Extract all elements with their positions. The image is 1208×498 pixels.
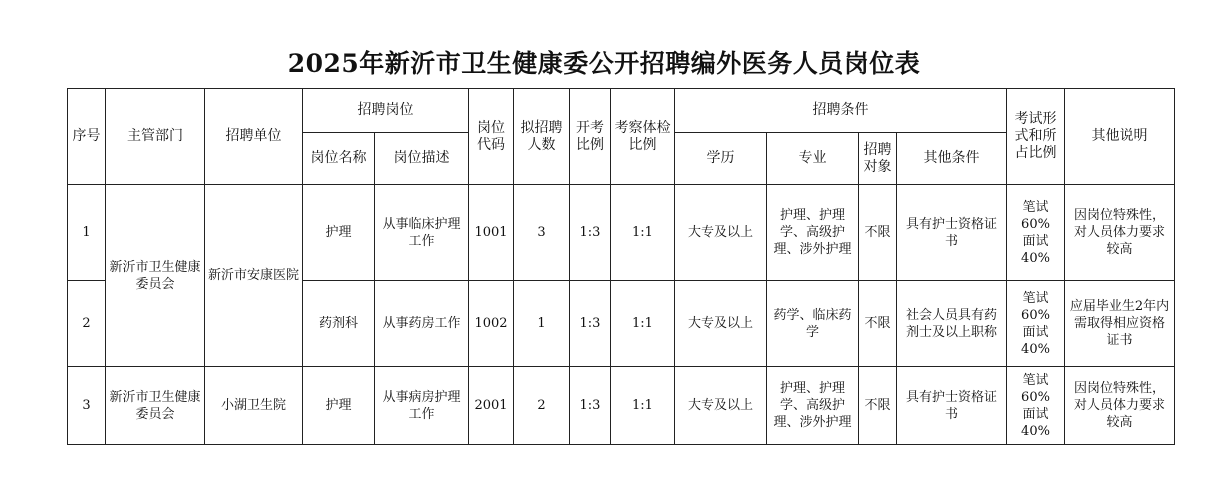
cell-seq: 3 [68, 367, 106, 445]
header-exam-ratio: 考察体检比例 [611, 89, 675, 185]
cell-education: 大专及以上 [675, 185, 767, 281]
cell-position-desc: 从事药房工作 [375, 281, 469, 367]
cell-seq: 2 [68, 281, 106, 367]
cell-education: 大专及以上 [675, 367, 767, 445]
header-target: 招聘对象 [859, 133, 897, 185]
header-position-name: 岗位名称 [303, 133, 375, 185]
cell-unit: 新沂市安康医院 [205, 185, 303, 367]
cell-ratio: 1:3 [570, 185, 611, 281]
header-ratio: 开考比例 [570, 89, 611, 185]
cell-position-desc: 从事临床护理工作 [375, 185, 469, 281]
exam-interview: 面试40% [1021, 233, 1050, 266]
cell-exam-form [1007, 367, 1065, 445]
cell-target: 不限 [859, 281, 897, 367]
recruitment-table [67, 88, 1175, 445]
table-row [68, 367, 1175, 445]
cell-major: 护理、护理学、高级护理、涉外护理 [767, 185, 859, 281]
header-notes: 其他说明 [1065, 89, 1175, 185]
cell-exam-ratio: 1:1 [611, 281, 675, 367]
exam-written: 笔试60% [1021, 290, 1050, 323]
header-education: 学历 [675, 133, 767, 185]
exam-written: 笔试60% [1021, 372, 1050, 405]
header-position-group: 招聘岗位 [303, 89, 469, 133]
cell-ratio: 1:3 [570, 367, 611, 445]
cell-target: 不限 [859, 185, 897, 281]
cell-other-conditions: 具有护士资格证书 [897, 185, 1007, 281]
table-row [68, 185, 1175, 281]
cell-code: 1001 [469, 185, 514, 281]
exam-interview: 面试40% [1021, 324, 1050, 357]
header-major: 专业 [767, 133, 859, 185]
header-position-desc: 岗位描述 [375, 133, 469, 185]
cell-position-name: 药剂科 [303, 281, 375, 367]
cell-major: 药学、临床药学 [767, 281, 859, 367]
cell-count: 1 [514, 281, 570, 367]
cell-count: 3 [514, 185, 570, 281]
cell-position-desc: 从事病房护理工作 [375, 367, 469, 445]
header-exam-form: 考试形式和所占比例 [1007, 89, 1065, 185]
header-code: 岗位代码 [469, 89, 514, 185]
cell-dept: 新沂市卫生健康委员会 [106, 185, 205, 367]
cell-ratio: 1:3 [570, 281, 611, 367]
cell-target: 不限 [859, 367, 897, 445]
cell-exam-form [1007, 281, 1065, 367]
cell-exam-ratio: 1:1 [611, 185, 675, 281]
header-conditions-group: 招聘条件 [675, 89, 1007, 133]
cell-other-conditions: 具有护士资格证书 [897, 367, 1007, 445]
header-dept: 主管部门 [106, 89, 205, 185]
cell-count: 2 [514, 367, 570, 445]
cell-exam-ratio: 1:1 [611, 367, 675, 445]
exam-interview: 面试40% [1021, 406, 1050, 439]
cell-other-conditions: 社会人员具有药剂士及以上职称 [897, 281, 1007, 367]
cell-seq: 1 [68, 185, 106, 281]
cell-major: 护理、护理学、高级护理、涉外护理 [767, 367, 859, 445]
cell-exam-form [1007, 185, 1065, 281]
cell-dept: 新沂市卫生健康委员会 [106, 367, 205, 445]
cell-notes: 因岗位特殊性，对人员体力要求较高 [1065, 185, 1175, 281]
cell-education: 大专及以上 [675, 281, 767, 367]
cell-position-name: 护理 [303, 185, 375, 281]
header-seq: 序号 [68, 89, 106, 185]
exam-written: 笔试60% [1021, 199, 1050, 232]
page-title: 2025年新沂市卫生健康委公开招聘编外医务人员岗位表 [287, 49, 921, 78]
cell-notes: 因岗位特殊性，对人员体力要求较高 [1065, 367, 1175, 445]
cell-code: 2001 [469, 367, 514, 445]
cell-notes: 应届毕业生2年内需取得相应资格证书 [1065, 281, 1175, 367]
cell-position-name: 护理 [303, 367, 375, 445]
header-count: 拟招聘人数 [514, 89, 570, 185]
header-unit: 招聘单位 [205, 89, 303, 185]
cell-code: 1002 [469, 281, 514, 367]
cell-unit: 小湖卫生院 [205, 367, 303, 445]
header-other-conditions: 其他条件 [897, 133, 1007, 185]
